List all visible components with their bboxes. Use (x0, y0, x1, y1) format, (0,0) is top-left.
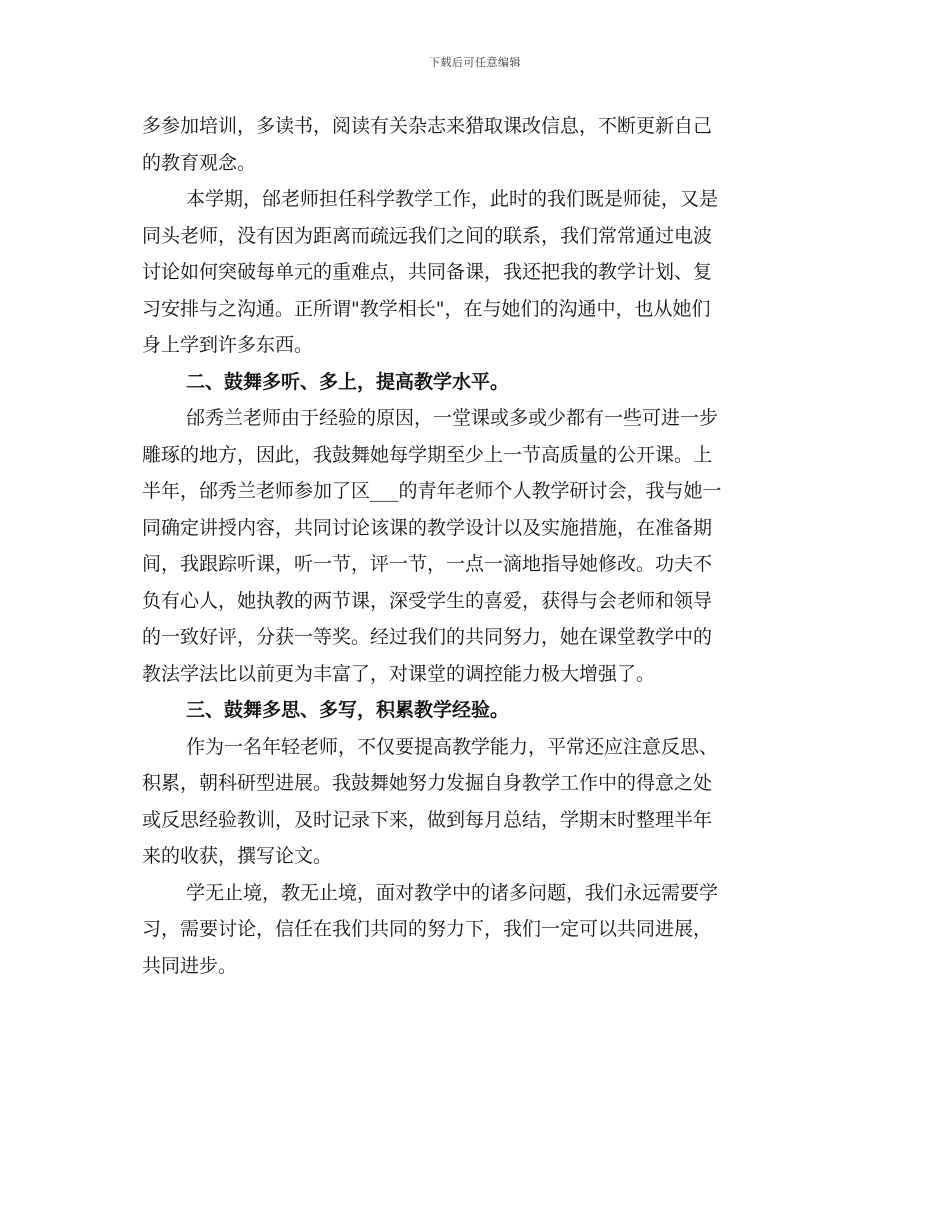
paragraph-start-line: 邰秀兰老师由于经验的原因，一堂课或多或少都有一些可进一步 (186, 407, 719, 429)
section-heading: 二、鼓舞多听、多上，提高教学水平。 (186, 370, 510, 393)
text-line: 身上学到许多东西。 (142, 334, 314, 356)
text-line: 的一致好评，分获一等奖。经过我们的共同努力，她在课堂教学中的 (142, 626, 713, 648)
text-line: 或反思经验教训，及时记录下来，做到每月总结，学期末时整理半年 (142, 808, 713, 831)
text-line: 讨论如何突破每单元的重难点，共同备课，我还把我的教学计划、复 (142, 261, 713, 283)
text-line: 的教育观念。 (142, 151, 257, 174)
text-line: 同头老师，没有因为距离而疏远我们之间的联系，我们常常通过电波 (142, 224, 713, 247)
text-line: 积累，朝科研型进展。我鼓舞她努力发掘自身教学工作中的得意之处 (142, 772, 713, 794)
text-line: 雕琢的地方，因此，我鼓舞她每学期至少上一节高质量的公开课。上 (142, 443, 713, 466)
text-line: 习安排与之沟通。正所谓"教学相长"，在与她们的沟通中，也从她们 (142, 297, 711, 320)
text-line: 同确定讲授内容，共同讨论该课的教学设计以及实施措施，在准备期 (142, 516, 713, 539)
text-line: 多参加培训，多读书，阅读有关杂志来猎取课改信息，不断更新自己 (142, 115, 713, 137)
text-line: 半年，邰秀兰老师参加了区___的青年老师个人教学研讨会，我与她一 (142, 480, 722, 502)
section-heading: 三、鼓舞多思、多写，积累教学经验。 (186, 699, 510, 721)
page-header: 下载后可任意编辑 (429, 56, 521, 69)
paragraph-start-line: 学无止境，教无止境，面对教学中的诸多问题，我们永远需要学 (186, 881, 719, 904)
text-line: 教法学法比以前更为丰富了，对课堂的调控能力极大增强了。 (142, 662, 656, 685)
text-line: 间，我跟踪听课，听一节，评一节，一点一滴地指导她修改。功夫不 (142, 553, 713, 575)
text-line: 负有心人，她执教的两节课，深受学生的喜爱，获得与会老师和领导 (142, 589, 713, 612)
paragraph-start-line: 作为一名年轻老师，不仅要提高教学能力，平常还应注意反思、 (186, 735, 719, 758)
text-line: 来的收获，撰写论文。 (142, 845, 333, 867)
text-line: 习，需要讨论，信任在我们共同的努力下，我们一定可以共同进展， (142, 918, 713, 940)
text-line: 共同进步。 (142, 954, 238, 977)
paragraph-start-line: 本学期，邰老师担任科学教学工作，此时的我们既是师徒，又是 (186, 188, 719, 210)
document-body (142, 108, 794, 984)
